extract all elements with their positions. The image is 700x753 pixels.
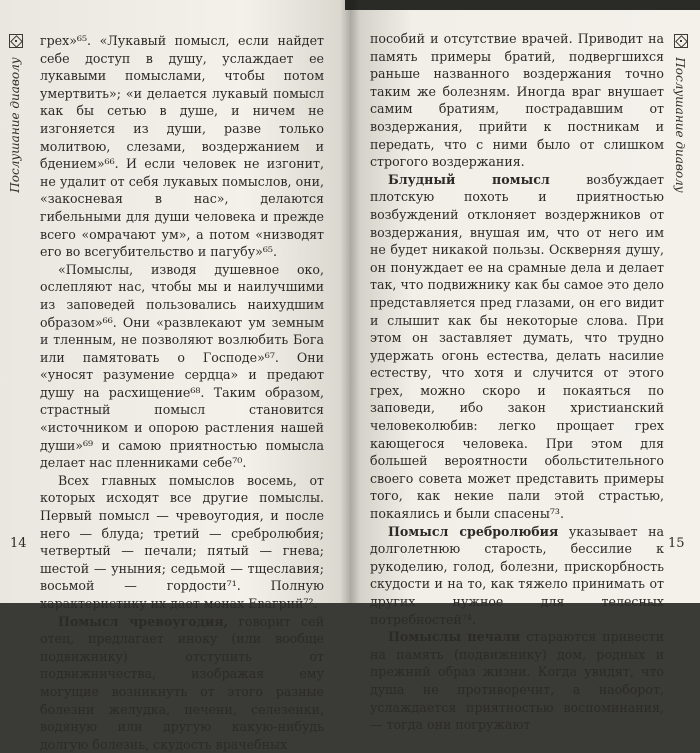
ornament-icon bbox=[674, 34, 688, 48]
right-paragraph-1: пособий и отсутствие врачей. Приводит на память примеры братий, подвергшихся раньше названного воздержания точно таким же болезням. Иногда враг внушает самим братиям, пострадавшим от воздержания, прийти к постникам и передать, что с ними было от слишком строгого воздержания. bbox=[370, 31, 664, 170]
left-page bbox=[0, 0, 350, 752]
right-page bbox=[350, 0, 700, 733]
right-page-text bbox=[370, 30, 664, 734]
left-paragraph-4-bold: Помысл чревоугодия, bbox=[58, 613, 228, 629]
left-paragraph-3: Всех главных помыслов восемь, от которых исходят все другие помыслы. Первый помысл — чревоугодия, и после него — блуда; третий — сребролюбия; четвертый — печали; пятый — гнева; шестой — уныния; седьмой — тщеславия; восьмой — гордости⁷¹. Полную характеристику их дает монах Евагрий⁷². bbox=[40, 472, 324, 611]
ornament-icon bbox=[9, 34, 23, 48]
left-paragraph-1: грех»⁶⁵. «Лукавый помысл, если найдет себе доступ в душу, услаждает ее лукавыми помыслами, чтобы потом умертвить»; «и делается лукавый помысл как бы сетью в душе, и ничем не изгоняется из души, разве только молитвою, слезами, воздержанием и бдением»⁶⁶. И если человек не изгонит, не удалит от себя лукавых помыслов, они, «закосневая в нас», делаются гибельными для души человека и прежде всего «омрачают ум», а потом «низводят его во всегубительство и пагубу»⁶⁵. bbox=[40, 33, 324, 260]
right-paragraph-4 bbox=[370, 628, 664, 734]
right-page-number: 15 bbox=[668, 536, 685, 551]
left-margin-decoration bbox=[6, 34, 26, 48]
left-paragraph-4 bbox=[40, 613, 324, 753]
right-paragraph-4-rest: стараются привести на память (подвижнику) дом, родных и прежний образ жизни. Когда увидят, что душа не противоречит, а наоборот, услаждается приятностью воспоминания, — тогда они погружают bbox=[370, 629, 664, 733]
left-page-number: 14 bbox=[10, 536, 27, 551]
background-edge bbox=[345, 0, 700, 10]
right-paragraph-2-bold: Блудный помысл bbox=[388, 171, 550, 187]
left-paragraph-4-rest: говорит сей отец, предлагает иноку (или вообще подвижнику) отступить от подвижничества, изображая ему могущие возникнуть от этого разные болезни желудка, печени, селезенки, водяную или другую какую-нибудь долгую болезнь, скудость врачебных bbox=[40, 613, 325, 752]
left-running-head: Послушание диаволу bbox=[8, 57, 22, 193]
left-paragraph-2: «Помыслы, изводя душевное око, ослепляют нас, чтобы мы и наилучшими из заповедей пользовались наихудшим образом»⁶⁶. Они «развлекают ум земным и тленным, не позволяют возлюбить Бога или памятовать о Господе»⁶⁷. Они «уносят разумение сердца» и предают душу на расхищение⁶⁸. Таким образом, страстный помысл становится «источником и опорою растления нашей души»⁶⁹ и самою приятностью помысла делает нас пленниками себе⁷⁰. bbox=[40, 261, 324, 471]
left-page-text bbox=[40, 32, 324, 753]
right-running-head: Послушание диаволу bbox=[673, 57, 687, 193]
right-paragraph-3-rest: указывает на долголетнюю старость, бессилие к рукоделию, голод, болезни, прискорбность скудости и на то, как тяжело принимать от других нужное для телесных потребностей⁷⁴. bbox=[370, 523, 665, 627]
right-paragraph-2 bbox=[370, 171, 664, 523]
right-paragraph-2-rest: возбуждает плотскую похоть и приятностью возбуждений отклоняет воздержников от воздержания, внушая им, что от него им не будет никакой пользы. Оскверняя душу, он понуждает ее на срамные дела и делает так, что подвижнику как бы самое это дело представляется пред глазами, он его видит и слышит как бы некоторые слова. При этом он заставляет думать, что трудно удержать огонь естества, делать насилие естеству, что хотя и случится от этого грех, можно скоро и покаяться по заповеди, ибо закон христианский человеколюбив: легко прощает грех кающегося человека. При этом для большей вероятности обольстительного своего совета может представить примеры того, как некие пали этой страстью, покаялись и были спасены⁷³. bbox=[370, 171, 664, 522]
right-margin-decoration bbox=[671, 34, 691, 48]
right-paragraph-3-bold: Помысл сребролюбия bbox=[388, 523, 559, 539]
right-paragraph-4-bold: Помыслы печали bbox=[388, 629, 521, 645]
right-paragraph-3 bbox=[370, 523, 664, 629]
